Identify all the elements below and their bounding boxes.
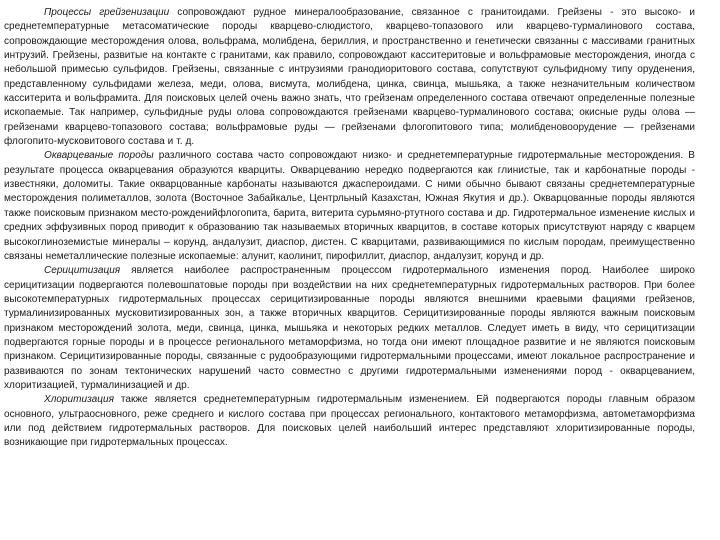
paragraph-sericitization bbox=[4, 264, 695, 393]
paragraph-body: является наиболее распространенным процессом гидротермального изменения пород. Наиболее широко серицитизации подвергаются полевошпатовые породы при воздействии на них среднетемпературных гидротермальных растворов. При более высокотемпературных гидротермальных процессах серицитизированные породы являются внешними краевыми фациями грейзенов, турмалинизированных мусковитизированных зон, а также вторичных кварцитов. Серицитизированные породы являются важным поисковым признаком месторождений золота, меди, свинца, цинка, мышьяка и некоторых редких металлов. Следует иметь в виду, что серицитизации подвергаются горные породы и в процессе регионального метаморфизма, но тогда они имеют площадное развитие и не являются поисковым признаком. Серицитизированные породы, связанные с рудообразующими гидротермальными процессами, имеют локальное распространение и развиваются по зонам тектонических нарушений часто совместно с другими гидротермальными изменениями пород - окварцеванием, хлоритизацией, турмалинизацией и др. bbox=[4, 265, 695, 391]
term-chloritization: Хлоритизация bbox=[44, 394, 114, 406]
term-sericitization: Серицитизация bbox=[44, 265, 121, 277]
paragraph-chloritization bbox=[4, 393, 695, 450]
term-greisenization: Процессы грейзенизации bbox=[44, 7, 170, 18]
paragraph-body: различного состава часто сопровождают низко- и среднетемпературные гидротермальные месторождения. В результате процесса окварцевания образуются кварциты. Окварцеванию нередко подвергаются как глинистые, так и карбонатные породы - известняки, доломиты. Такие окварцованные карбонаты называются джаспероидами. С ними обычно бывают связаны среднетемпературные месторождения полиметаллов, золота (Восточное Забайкалье, Центрльный Казахстан, Южная Якутия и др.). Окварцованные породы являются также поисковым признаком место-рожденийфлогопита, барита, витерита сурьмяно-ртутного состава и др. Гидротермальное изменение кислых и средних эффузивных пород приводит к образованию так называемых вторичных кварцитов, в составе которых присутствуют наряду с кварцем высокоглиноземистые минералы – корунд, андалузит, диаспор, дистен. С кварцитами, развивающимися по кислым породам, преимущественно связаны неметаллические полезные ископаемые: алунит, каолинит, пирофиллит, диаспор, андалузит, корунд и др. bbox=[4, 150, 695, 262]
document-page bbox=[4, 6, 695, 451]
paragraph-body: сопровождают рудное минералообразование, связанное с гранитоидами. Грейзены - это высоко- и среднетемпературные метасоматические породы кварцево-слюдистого, кварцево-топазового или кварцево-турмалинового состава, сопровождающие месторождения олова, вольфрама, молибдена, бериллия, и пространственно и генетически связанны с массивами гранитных интрузий. Грейзены, развитые на контакте с гранитами, как правило, сопровождают касситеритовые и вольфрамовые месторождения, иногда с небольшой примесью сульфидов. Грейзены, связанные с интрузиями гранодиоритового состава, сопутствуют сульфидному типу оруденения, представленному сульфидами железа, меди, олова, висмута, молибдена, цинка, свинца, мышьяка, а также незначительным количеством касситерита и вольфрамита. Для поисковых целей очень важно знать, что грейзенам определенного состава отвечают определенные полезные ископаемые. Так например, сульфидные руды олова сопровождаются грейзенами кварцево-турмалинового состава; окисные руды олова — грейзенами кварцево-топазового состава; вольфрамовые руды — грейзенами флогопитового типа; молибденовоорудение — грейзенами флогопито-мусковитового состава и т. д. bbox=[4, 7, 695, 148]
paragraph-greisenization bbox=[4, 6, 695, 149]
paragraph-body: также является среднетемпературным гидротермальным изменением. Ей подвергаются породы главным образом основного, ультраосновного, реже среднего и кислого состава при процессах регионального, контактового метаморфизма, автометаморфизма или под действием гидротермальных растворов. Для поисковых целей наибольший интерес представляют хлоритизированные породы, возникающие при гидротермальных процессах. bbox=[4, 394, 695, 449]
paragraph-silicification bbox=[4, 149, 695, 264]
term-silicification: Окварцеваные породы bbox=[44, 150, 154, 162]
